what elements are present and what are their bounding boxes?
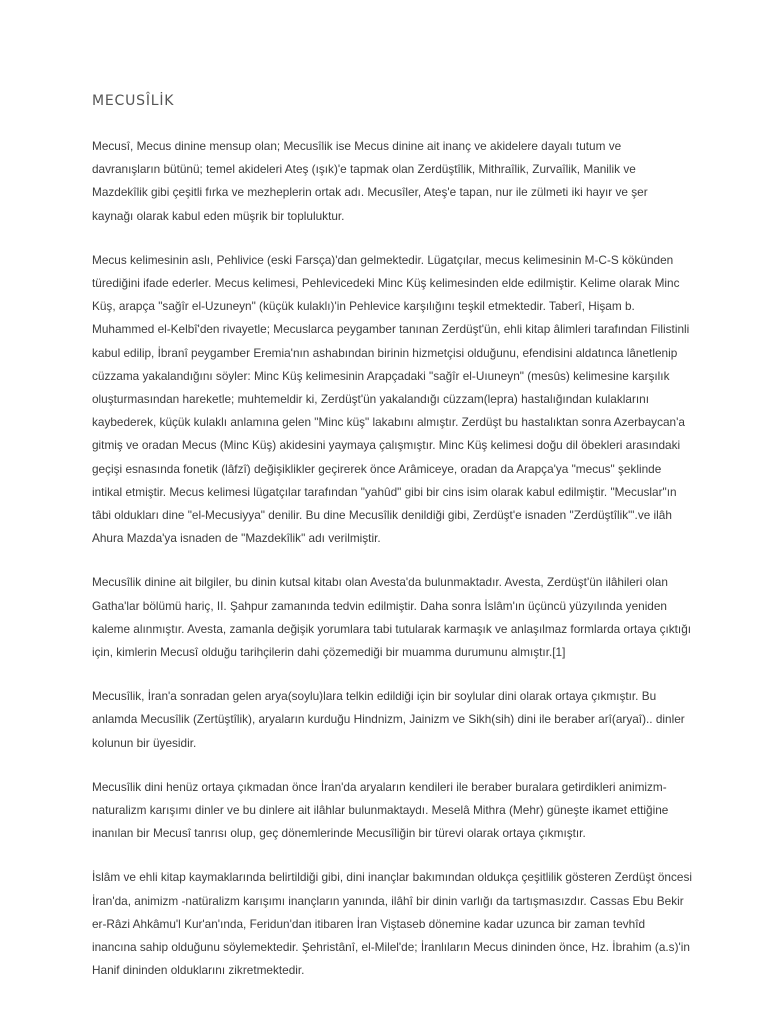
paragraph-3: Mecusîlik dinine ait bilgiler, bu dinin kutsal kitabı olan Avesta'da bulunmaktadır. Avesta, Zerdüşt'ün ilâhileri olan Gatha'lar bölümü hariç, II. Şahpur zamanında tedvin edilmiştir. Daha sonra İslâm'ın üçüncü yüzyılında yeniden kaleme alınmıştır. Avesta, zamanla değişik yorumlara tabi tutularak karmaşık ve anlaşılmaz formlarda ortaya çıktığı için, kimlerin Mecusî olduğu tarihçilerin dahi çözemediği bir muamma durumunu almıştır.[1]	[92, 575, 692, 660]
paragraph-1: Mecusî, Mecus dinine mensup olan; Mecusîlik ise Mecus dinine ait inanç ve akidelere dayalı tutum ve davranışların bütünü; temel akideleri Ateş (ışık)'e tapmak olan Zerdüştîlik, Mithraîlik, Zurvaîlik, Manilik ve Mazdekîlik gibi çeşitli fırka ve mezheplerin ortak adı. Mecusîler, Ateş'e tapan, nur ile zülmeti iki hayır ve şer kaynağı olarak kabul eden müşrik bir topluluktur.	[92, 139, 648, 223]
paragraph-5: Mecusîlik dini henüz ortaya çıkmadan önce İran'da aryaların kendileri ile beraber buralara getirdikleri animizm-naturalizm karışımı dinler ve bu dinlere ait ilâhlar bulunmaktaydı. Meselâ Mithra (Mehr) güneşte ikamet ettiğine inanılan bir Mecusî tanrısı olup, geç dönemlerinde Mecusîliğin bir türevi olarak ortaya çıkmıştır.	[92, 779, 669, 841]
document-page	[92, 92, 692, 1004]
page-title: MECUSÎLİK	[92, 93, 175, 109]
paragraph-4: Mecusîlik, İran'a sonradan gelen arya(soylu)lara telkin edildiği için bir soylular dini olarak ortaya çıkmıştır. Bu anlamda Mecusîlik (Zertüştîlik), aryaların kurduğu Hindnizm, Jainizm ve Sikh(sih) dini ile beraber arî(aryaî).. dinler kolunun bir üyesidir.	[92, 689, 685, 750]
paragraph-2: Mecus kelimesinin aslı, Pehlivice (eski Farsça)'dan gelmektedir. Lügatçılar, mecus kelimesinin M-C-S kökünden türediğini ifade ederler. Mecus kelimesi, Pehlevicedeki Minc Küş kelimesinden elde edilmiştir. Kelime olarak Minc Küş, arapça "sağîr el-Uzuneyn" (küçük kulaklı)'in Pehlevice karşılığını teşkil etmektedir. Taberî, Hişam b. Muhammed el-Kelbî'den rivayetle; Mecuslarca peygamber tanınan Zerdüşt'ün, ehli kitap âlimleri tarafından Filistinli kabul edilip, İbranî peygamber Eremia'nın ashabından birinin hizmetçisi olduğunu, efendisini aldatınca lânetlenip cüzzama yakalandığını söyler: Minc Küş kelimesinin Arapçadaki "sağîr el-Uıuneyn" (mesûs) kelimesine karşılık oluşturmasından hareketle; muhtemeldir ki, Zerdüşt'ün yakalandığı cüzzam(lepra) hastalığından kulaklarını kaybederek, küçük kulaklı anlamına gelen "Minc küş" lakabını almıştır. Zerdüşt bu hastalıktan sonra Azerbaycan'a gitmiş ve oradan Mecus (Minc Küş) akidesini yaymaya çalışmıştır. Minc Küş kelimesi doğu dil öbekleri arasındaki geçişi esnasında fonetik (lâfzî) değişiklikler geçirerek önce Arâmiceye, oradan da Arapça'ya "mecus" şeklinde intikal etmiştir. Mecus kelimesi lügatçılar tarafından "yahûd" gibi bir cins isim olarak kabul edilmiştir. "Mecuslar"ın tâbi oldukları dine "el-Mecusiyya" denilir. Bu dine Mecusîlik denildiği gibi, Zerdüşt'e isnaden "Zerdüştîlik"'.ve ilâh Ahura Mazda'ya isnaden de "Mazdekîlik" adı verilmiştir.	[92, 252, 690, 546]
paragraph-6: İslâm ve ehli kitap kaymaklarında belirtildiği gibi, dini inançlar bakımından oldukça çeşitlilik gösteren Zerdüşt öncesi İran'da, animizm -natüralizm karışımı inançların yanında, ilâhî bir dinin varlığı da tartışmasızdır. Cassas Ebu Bekir er-Râzi Ahkâmu'l Kur'an'ında, Feridun'dan itibaren İran Viştaseb dönemine kadar uzunca bir zaman tevhîd inancına sahip olduğunu söylemektedir. Şehristânî, el-Milel'de; İranlıların Mecus dininden önce, Hz. İbrahim (a.s)'in Hanif dininden olduklarını zikretmektedir.	[92, 870, 692, 978]
